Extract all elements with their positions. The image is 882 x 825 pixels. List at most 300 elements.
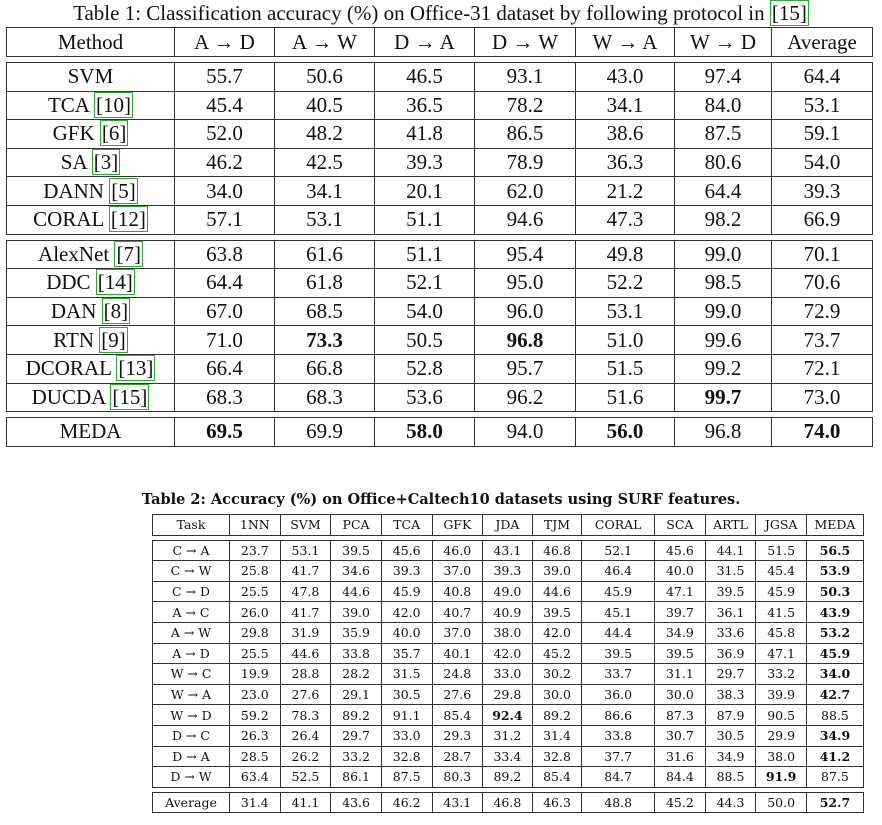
value-cell: 68.3 bbox=[275, 383, 375, 412]
citation-link[interactable]: [9] bbox=[101, 327, 126, 352]
value-cell: 51.6 bbox=[576, 383, 675, 412]
table2-header-cell: PCA bbox=[331, 515, 382, 536]
value-cell: 38.3 bbox=[705, 684, 756, 705]
value-cell: 89.2 bbox=[532, 705, 582, 726]
citation-link[interactable]: [10] bbox=[96, 92, 132, 117]
table1-header-cell: D → A bbox=[375, 28, 475, 57]
task-cell: A → W bbox=[153, 622, 230, 643]
value-cell: 53.1 bbox=[275, 205, 375, 234]
table1-header-cell: W → A bbox=[576, 28, 675, 57]
value-cell: 87.9 bbox=[705, 705, 756, 726]
value-cell: 26.0 bbox=[230, 602, 281, 623]
value-cell: 29.8 bbox=[483, 684, 533, 705]
table2-header-cell: MEDA bbox=[806, 515, 863, 536]
method-name: SA bbox=[60, 150, 92, 175]
value-cell: 52.0 bbox=[175, 120, 275, 149]
table-row bbox=[153, 767, 864, 788]
value-cell: 29.7 bbox=[331, 725, 382, 746]
method-name: DUCDA bbox=[31, 384, 111, 409]
table2-header-cell: JDA bbox=[483, 515, 533, 536]
value-cell: 29.9 bbox=[756, 725, 807, 746]
method-cell bbox=[7, 418, 175, 447]
value-cell: 43.6 bbox=[331, 792, 382, 813]
table2 bbox=[152, 514, 864, 813]
value-cell: 28.2 bbox=[331, 664, 382, 685]
value-cell: 36.0 bbox=[582, 684, 655, 705]
value-cell: 73.7 bbox=[772, 326, 873, 355]
value-cell: 63.4 bbox=[230, 767, 281, 788]
value-cell: 48.8 bbox=[582, 792, 655, 813]
method-cell bbox=[7, 240, 175, 269]
value-cell: 31.4 bbox=[532, 725, 582, 746]
value-cell: 32.8 bbox=[532, 746, 582, 767]
value-cell: 59.2 bbox=[230, 705, 281, 726]
value-cell: 35.7 bbox=[381, 643, 432, 664]
value-cell: 88.5 bbox=[806, 705, 863, 726]
table-row bbox=[7, 354, 873, 383]
value-cell: 99.6 bbox=[675, 326, 772, 355]
value-cell: 44.6 bbox=[280, 643, 331, 664]
citation-link[interactable]: [6] bbox=[101, 121, 127, 146]
method-name: DDC bbox=[46, 270, 96, 295]
method-cell bbox=[7, 297, 175, 326]
value-cell: 87.5 bbox=[675, 120, 772, 149]
value-cell: 26.2 bbox=[280, 746, 331, 767]
table1-header-row bbox=[7, 28, 873, 57]
value-cell: 49.8 bbox=[576, 240, 675, 269]
method-cell bbox=[7, 205, 175, 234]
value-cell: 39.5 bbox=[331, 540, 382, 561]
value-cell: 95.4 bbox=[475, 240, 576, 269]
citation-link[interactable]: [14] bbox=[97, 270, 133, 295]
value-cell: 53.1 bbox=[280, 540, 331, 561]
table1-caption-text: Table 1: Classification accuracy (%) on Office-31 dataset by following protocol in bbox=[73, 1, 770, 25]
value-cell: 42.0 bbox=[381, 602, 432, 623]
value-cell: 56.5 bbox=[806, 540, 863, 561]
value-cell: 33.6 bbox=[705, 622, 756, 643]
value-cell: 46.5 bbox=[375, 63, 475, 92]
value-cell: 31.4 bbox=[230, 792, 281, 813]
value-cell: 40.8 bbox=[432, 581, 483, 602]
value-cell: 96.0 bbox=[475, 297, 576, 326]
table1 bbox=[6, 27, 873, 447]
value-cell: 32.8 bbox=[381, 746, 432, 767]
value-cell: 52.1 bbox=[582, 540, 655, 561]
value-cell: 33.8 bbox=[331, 643, 382, 664]
value-cell: 62.0 bbox=[475, 177, 576, 206]
value-cell: 39.3 bbox=[381, 561, 432, 582]
method-cell bbox=[7, 354, 175, 383]
task-cell: A → C bbox=[153, 602, 230, 623]
method-cell bbox=[7, 326, 175, 355]
table2-header-cell: SCA bbox=[655, 515, 706, 536]
value-cell: 99.0 bbox=[675, 240, 772, 269]
citation-link[interactable]: [15] bbox=[112, 384, 148, 409]
value-cell: 27.6 bbox=[432, 684, 483, 705]
value-cell: 46.2 bbox=[175, 148, 275, 177]
value-cell: 48.2 bbox=[275, 120, 375, 149]
method-name: RTN bbox=[53, 327, 100, 352]
value-cell: 38.0 bbox=[483, 622, 533, 643]
value-cell: 86.6 bbox=[582, 705, 655, 726]
method-name: DAN bbox=[50, 299, 102, 324]
value-cell: 23.7 bbox=[230, 540, 281, 561]
method-cell bbox=[7, 177, 175, 206]
value-cell: 46.0 bbox=[432, 540, 483, 561]
value-cell: 59.1 bbox=[772, 120, 873, 149]
value-cell: 72.1 bbox=[772, 354, 873, 383]
value-cell: 30.0 bbox=[655, 684, 706, 705]
value-cell: 34.9 bbox=[806, 725, 863, 746]
value-cell: 45.4 bbox=[175, 91, 275, 120]
value-cell: 41.2 bbox=[806, 746, 863, 767]
value-cell: 36.5 bbox=[375, 91, 475, 120]
value-cell: 84.4 bbox=[655, 767, 706, 788]
table2-header-cell: JGSA bbox=[756, 515, 807, 536]
value-cell: 36.3 bbox=[576, 148, 675, 177]
value-cell: 42.7 bbox=[806, 684, 863, 705]
value-cell: 40.5 bbox=[275, 91, 375, 120]
value-cell: 55.7 bbox=[175, 63, 275, 92]
task-cell: A → D bbox=[153, 643, 230, 664]
value-cell: 31.5 bbox=[381, 664, 432, 685]
table-row bbox=[153, 792, 864, 813]
value-cell: 39.3 bbox=[772, 177, 873, 206]
task-cell: W → D bbox=[153, 705, 230, 726]
value-cell: 91.9 bbox=[756, 767, 807, 788]
value-cell: 95.0 bbox=[475, 269, 576, 298]
value-cell: 19.9 bbox=[230, 664, 281, 685]
value-cell: 39.9 bbox=[756, 684, 807, 705]
task-cell: W → A bbox=[153, 684, 230, 705]
table-row bbox=[153, 561, 864, 582]
value-cell: 33.0 bbox=[381, 725, 432, 746]
value-cell: 98.5 bbox=[675, 269, 772, 298]
value-cell: 44.6 bbox=[532, 581, 582, 602]
value-cell: 47.3 bbox=[576, 205, 675, 234]
value-cell: 28.5 bbox=[230, 746, 281, 767]
value-cell: 78.3 bbox=[280, 705, 331, 726]
value-cell: 52.5 bbox=[280, 767, 331, 788]
table-row bbox=[7, 269, 873, 298]
value-cell: 46.8 bbox=[483, 792, 533, 813]
value-cell: 78.2 bbox=[475, 91, 576, 120]
value-cell: 42.0 bbox=[532, 622, 582, 643]
value-cell: 33.8 bbox=[582, 725, 655, 746]
value-cell: 47.1 bbox=[655, 581, 706, 602]
value-cell: 41.7 bbox=[280, 561, 331, 582]
table-row bbox=[153, 684, 864, 705]
value-cell: 28.8 bbox=[280, 664, 331, 685]
value-cell: 29.8 bbox=[230, 622, 281, 643]
value-cell: 71.0 bbox=[175, 326, 275, 355]
table2-header-cell: CORAL bbox=[582, 515, 655, 536]
value-cell: 53.1 bbox=[576, 297, 675, 326]
value-cell: 91.1 bbox=[381, 705, 432, 726]
table-row bbox=[7, 240, 873, 269]
value-cell: 45.2 bbox=[655, 792, 706, 813]
value-cell: 38.0 bbox=[756, 746, 807, 767]
value-cell: 33.2 bbox=[331, 746, 382, 767]
value-cell: 31.1 bbox=[655, 664, 706, 685]
value-cell: 38.6 bbox=[576, 120, 675, 149]
table2-header-cell: SVM bbox=[280, 515, 331, 536]
value-cell: 73.0 bbox=[772, 383, 873, 412]
value-cell: 70.6 bbox=[772, 269, 873, 298]
value-cell: 53.6 bbox=[375, 383, 475, 412]
citation-link[interactable]: [3] bbox=[93, 150, 119, 175]
value-cell: 21.2 bbox=[576, 177, 675, 206]
value-cell: 57.1 bbox=[175, 205, 275, 234]
value-cell: 23.0 bbox=[230, 684, 281, 705]
value-cell: 43.1 bbox=[483, 540, 533, 561]
table2-header-cell: TJM bbox=[532, 515, 582, 536]
table1-header-cell: A → D bbox=[175, 28, 275, 57]
table-row bbox=[7, 91, 873, 120]
value-cell: 54.0 bbox=[375, 297, 475, 326]
value-cell: 80.3 bbox=[432, 767, 483, 788]
table-row bbox=[153, 705, 864, 726]
value-cell: 87.3 bbox=[655, 705, 706, 726]
value-cell: 37.0 bbox=[432, 622, 483, 643]
value-cell: 44.3 bbox=[705, 792, 756, 813]
value-cell: 49.0 bbox=[483, 581, 533, 602]
method-name: SVM bbox=[67, 64, 114, 89]
method-name: MEDA bbox=[59, 419, 122, 444]
value-cell: 33.4 bbox=[483, 746, 533, 767]
citation-link[interactable]: [13] bbox=[118, 356, 154, 381]
table2-header-row bbox=[153, 515, 864, 536]
value-cell: 34.0 bbox=[175, 177, 275, 206]
value-cell: 51.1 bbox=[375, 205, 475, 234]
value-cell: 68.3 bbox=[175, 383, 275, 412]
value-cell: 96.2 bbox=[475, 383, 576, 412]
value-cell: 93.1 bbox=[475, 63, 576, 92]
task-cell: Average bbox=[153, 792, 230, 813]
table1-header-cell: A → W bbox=[275, 28, 375, 57]
value-cell: 42.0 bbox=[483, 643, 533, 664]
value-cell: 92.4 bbox=[483, 705, 533, 726]
value-cell: 44.4 bbox=[582, 622, 655, 643]
value-cell: 39.5 bbox=[705, 581, 756, 602]
table-row bbox=[7, 418, 873, 447]
task-cell: C → W bbox=[153, 561, 230, 582]
value-cell: 89.2 bbox=[331, 705, 382, 726]
value-cell: 64.4 bbox=[772, 63, 873, 92]
value-cell: 27.6 bbox=[280, 684, 331, 705]
value-cell: 43.9 bbox=[806, 602, 863, 623]
value-cell: 64.4 bbox=[175, 269, 275, 298]
value-cell: 41.5 bbox=[756, 602, 807, 623]
method-name: TCA bbox=[47, 92, 95, 117]
value-cell: 46.8 bbox=[532, 540, 582, 561]
table2-header-cell: ARTL bbox=[705, 515, 756, 536]
task-cell: D → A bbox=[153, 746, 230, 767]
value-cell: 39.5 bbox=[655, 643, 706, 664]
value-cell: 30.2 bbox=[532, 664, 582, 685]
value-cell: 42.5 bbox=[275, 148, 375, 177]
table-row bbox=[153, 643, 864, 664]
value-cell: 25.5 bbox=[230, 581, 281, 602]
value-cell: 30.5 bbox=[705, 725, 756, 746]
value-cell: 31.6 bbox=[655, 746, 706, 767]
value-cell: 50.5 bbox=[375, 326, 475, 355]
table-row bbox=[153, 664, 864, 685]
task-cell: W → C bbox=[153, 664, 230, 685]
table1-header-cell: W → D bbox=[675, 28, 772, 57]
value-cell: 61.8 bbox=[275, 269, 375, 298]
table-row bbox=[7, 120, 873, 149]
value-cell: 26.3 bbox=[230, 725, 281, 746]
value-cell: 94.0 bbox=[475, 418, 576, 447]
method-name: DCORAL bbox=[25, 356, 117, 381]
task-cell: D → W bbox=[153, 767, 230, 788]
table1-body bbox=[7, 28, 873, 447]
value-cell: 40.0 bbox=[381, 622, 432, 643]
table2-header-cell: Task bbox=[153, 515, 230, 536]
value-cell: 66.9 bbox=[772, 205, 873, 234]
value-cell: 40.1 bbox=[432, 643, 483, 664]
value-cell: 87.5 bbox=[806, 767, 863, 788]
value-cell: 68.5 bbox=[275, 297, 375, 326]
value-cell: 34.6 bbox=[331, 561, 382, 582]
value-cell: 58.0 bbox=[375, 418, 475, 447]
value-cell: 41.7 bbox=[280, 602, 331, 623]
table-row bbox=[153, 725, 864, 746]
value-cell: 40.0 bbox=[655, 561, 706, 582]
table-row bbox=[7, 383, 873, 412]
table1-caption-citation[interactable]: [15] bbox=[771, 1, 807, 25]
value-cell: 51.5 bbox=[756, 540, 807, 561]
value-cell: 47.1 bbox=[756, 643, 807, 664]
value-cell: 45.9 bbox=[381, 581, 432, 602]
value-cell: 26.4 bbox=[280, 725, 331, 746]
method-name: GFK bbox=[52, 121, 100, 146]
value-cell: 46.4 bbox=[582, 561, 655, 582]
value-cell: 52.8 bbox=[375, 354, 475, 383]
value-cell: 39.3 bbox=[483, 561, 533, 582]
value-cell: 84.7 bbox=[582, 767, 655, 788]
value-cell: 45.4 bbox=[756, 561, 807, 582]
table2-caption: Table 2: Accuracy (%) on Office+Caltech10 datasets using SURF features. bbox=[141, 491, 741, 508]
table-row bbox=[153, 540, 864, 561]
value-cell: 40.7 bbox=[432, 602, 483, 623]
value-cell: 94.6 bbox=[475, 205, 576, 234]
value-cell: 87.5 bbox=[381, 767, 432, 788]
value-cell: 30.0 bbox=[532, 684, 582, 705]
value-cell: 50.3 bbox=[806, 581, 863, 602]
value-cell: 85.4 bbox=[532, 767, 582, 788]
value-cell: 29.1 bbox=[331, 684, 382, 705]
table-row bbox=[7, 177, 873, 206]
value-cell: 52.1 bbox=[375, 269, 475, 298]
table1-header-cell: Average bbox=[772, 28, 873, 57]
value-cell: 73.3 bbox=[275, 326, 375, 355]
value-cell: 36.1 bbox=[705, 602, 756, 623]
value-cell: 78.9 bbox=[475, 148, 576, 177]
value-cell: 51.0 bbox=[576, 326, 675, 355]
value-cell: 41.1 bbox=[280, 792, 331, 813]
value-cell: 52.7 bbox=[806, 792, 863, 813]
value-cell: 39.5 bbox=[582, 643, 655, 664]
value-cell: 66.4 bbox=[175, 354, 275, 383]
method-name: CORAL bbox=[33, 207, 109, 232]
value-cell: 35.9 bbox=[331, 622, 382, 643]
table2-header-cell: 1NN bbox=[230, 515, 281, 536]
table-row bbox=[7, 148, 873, 177]
value-cell: 30.7 bbox=[655, 725, 706, 746]
value-cell: 96.8 bbox=[675, 418, 772, 447]
table-row bbox=[7, 326, 873, 355]
value-cell: 99.7 bbox=[675, 383, 772, 412]
value-cell: 39.0 bbox=[331, 602, 382, 623]
table-row bbox=[153, 622, 864, 643]
table-row bbox=[153, 746, 864, 767]
value-cell: 33.7 bbox=[582, 664, 655, 685]
value-cell: 50.6 bbox=[275, 63, 375, 92]
value-cell: 86.1 bbox=[331, 767, 382, 788]
value-cell: 45.9 bbox=[756, 581, 807, 602]
value-cell: 86.5 bbox=[475, 120, 576, 149]
method-cell bbox=[7, 269, 175, 298]
citation-link[interactable]: [12] bbox=[110, 207, 146, 232]
value-cell: 47.8 bbox=[280, 581, 331, 602]
value-cell: 33.2 bbox=[756, 664, 807, 685]
value-cell: 51.5 bbox=[576, 354, 675, 383]
value-cell: 40.9 bbox=[483, 602, 533, 623]
value-cell: 45.2 bbox=[532, 643, 582, 664]
value-cell: 44.6 bbox=[331, 581, 382, 602]
value-cell: 63.8 bbox=[175, 240, 275, 269]
value-cell: 43.0 bbox=[576, 63, 675, 92]
value-cell: 69.9 bbox=[275, 418, 375, 447]
value-cell: 39.5 bbox=[532, 602, 582, 623]
citation-link[interactable]: [5] bbox=[111, 178, 136, 203]
value-cell: 89.2 bbox=[483, 767, 533, 788]
value-cell: 46.2 bbox=[381, 792, 432, 813]
method-cell bbox=[7, 383, 175, 412]
value-cell: 74.0 bbox=[772, 418, 873, 447]
table1-caption bbox=[0, 1, 882, 25]
value-cell: 30.5 bbox=[381, 684, 432, 705]
value-cell: 53.2 bbox=[806, 622, 863, 643]
table2-body bbox=[153, 515, 864, 813]
value-cell: 52.2 bbox=[576, 269, 675, 298]
value-cell: 31.2 bbox=[483, 725, 533, 746]
value-cell: 88.5 bbox=[705, 767, 756, 788]
value-cell: 53.1 bbox=[772, 91, 873, 120]
method-cell bbox=[7, 148, 175, 177]
method-cell bbox=[7, 91, 175, 120]
value-cell: 70.1 bbox=[772, 240, 873, 269]
value-cell: 39.7 bbox=[655, 602, 706, 623]
value-cell: 84.0 bbox=[675, 91, 772, 120]
value-cell: 44.1 bbox=[705, 540, 756, 561]
citation-link[interactable]: [8] bbox=[103, 299, 129, 324]
value-cell: 39.0 bbox=[532, 561, 582, 582]
table1-header-cell: D → W bbox=[475, 28, 576, 57]
table-row bbox=[7, 205, 873, 234]
citation-link[interactable]: [7] bbox=[116, 241, 141, 266]
value-cell: 51.1 bbox=[375, 240, 475, 269]
value-cell: 36.9 bbox=[705, 643, 756, 664]
value-cell: 39.3 bbox=[375, 148, 475, 177]
value-cell: 31.5 bbox=[705, 561, 756, 582]
table2-header-cell: TCA bbox=[381, 515, 432, 536]
value-cell: 99.0 bbox=[675, 297, 772, 326]
value-cell: 99.2 bbox=[675, 354, 772, 383]
value-cell: 66.8 bbox=[275, 354, 375, 383]
